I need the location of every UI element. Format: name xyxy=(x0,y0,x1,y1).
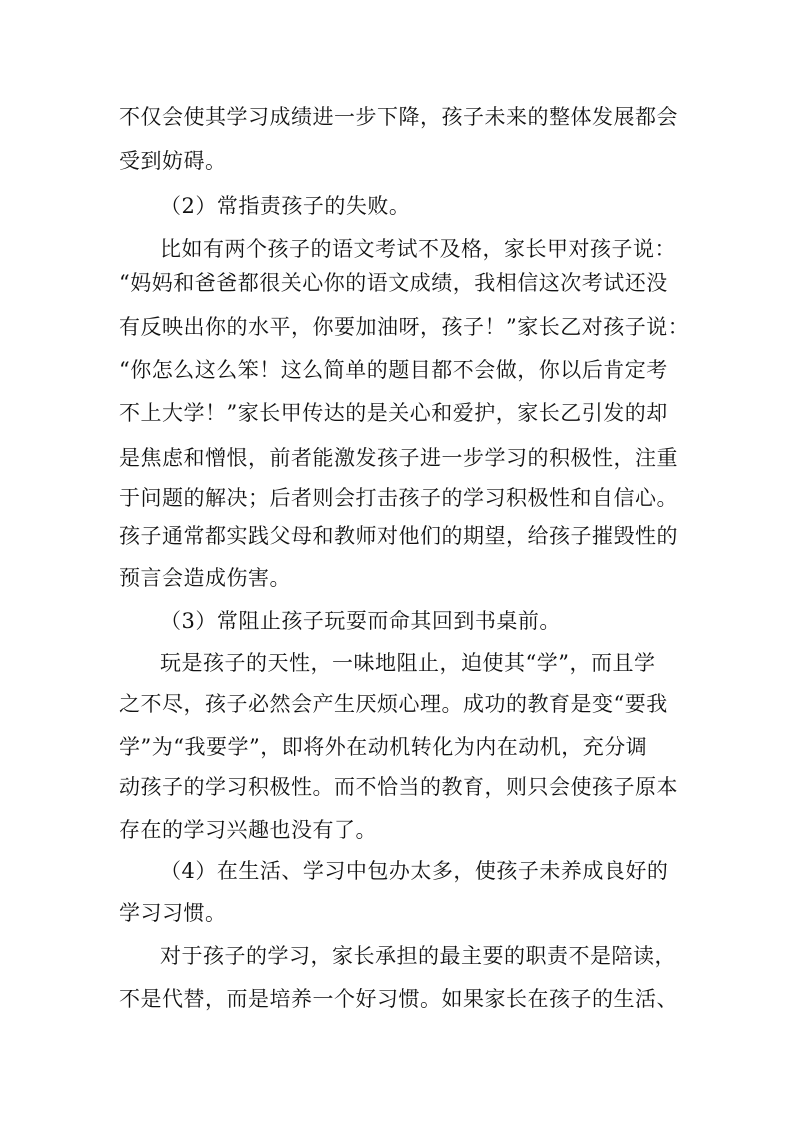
text-line: 玩是孩子的天性，一味地阻止，迫使其“学”，而且学 xyxy=(160,651,656,675)
text-line: 受到妨碍。 xyxy=(119,149,227,173)
section-heading: （3）常阻止孩子玩耍而命其回到书桌前。 xyxy=(160,609,561,633)
text-line: 之不尽，孩子必然会产生厌烦心理。成功的教育是变“要我 xyxy=(119,692,668,716)
text-line: 动孩子的学习积极性。而不恰当的教育，则只会使孩子原本 xyxy=(119,775,678,799)
text-line: 不上大学！”家长甲传达的是关心和爱护，家长乙引发的却 xyxy=(119,401,668,425)
text-line: 于问题的解决；后者则会打击孩子的学习积极性和自信心。 xyxy=(119,486,678,510)
text-line: 有反映出你的水平，你要加油呀，孩子！”家长乙对孩子说： xyxy=(119,315,690,339)
text-line: 学”为“我要学”，即将外在动机转化为内在动机，充分调 xyxy=(119,735,648,759)
text-line: 是焦虑和憎恨，前者能激发孩子进一步学习的积极性，注重 xyxy=(119,446,678,470)
text-line: 学习习惯。 xyxy=(119,901,227,925)
text-line: 不仅会使其学习成绩进一步下降，孩子未来的整体发展都会 xyxy=(119,105,678,129)
text-line: “妈妈和爸爸都很关心你的语文成绩，我相信这次考试还没 xyxy=(119,271,668,295)
section-heading: （2）常指责孩子的失败。 xyxy=(160,194,411,218)
text-line: 不是代替，而是培养一个好习惯。如果家长在孩子的生活、 xyxy=(119,987,678,1011)
text-line: 比如有两个孩子的语文考试不及格，家长甲对孩子说： xyxy=(160,237,676,261)
text-line: 存在的学习兴趣也没有了。 xyxy=(119,818,377,842)
text-line: 孩子通常都实践父母和教师对他们的期望，给孩子摧毁性的 xyxy=(119,524,678,548)
text-line: 对于孩子的学习，家长承担的最主要的职责不是陪读， xyxy=(160,944,676,968)
text-line: 预言会造成伤害。 xyxy=(119,566,291,590)
text-line: “你怎么这么笨！这么简单的题目都不会做，你以后肯定考 xyxy=(119,358,668,382)
section-heading: （4）在生活、学习中包办太多，使孩子未养成良好的 xyxy=(160,859,669,883)
